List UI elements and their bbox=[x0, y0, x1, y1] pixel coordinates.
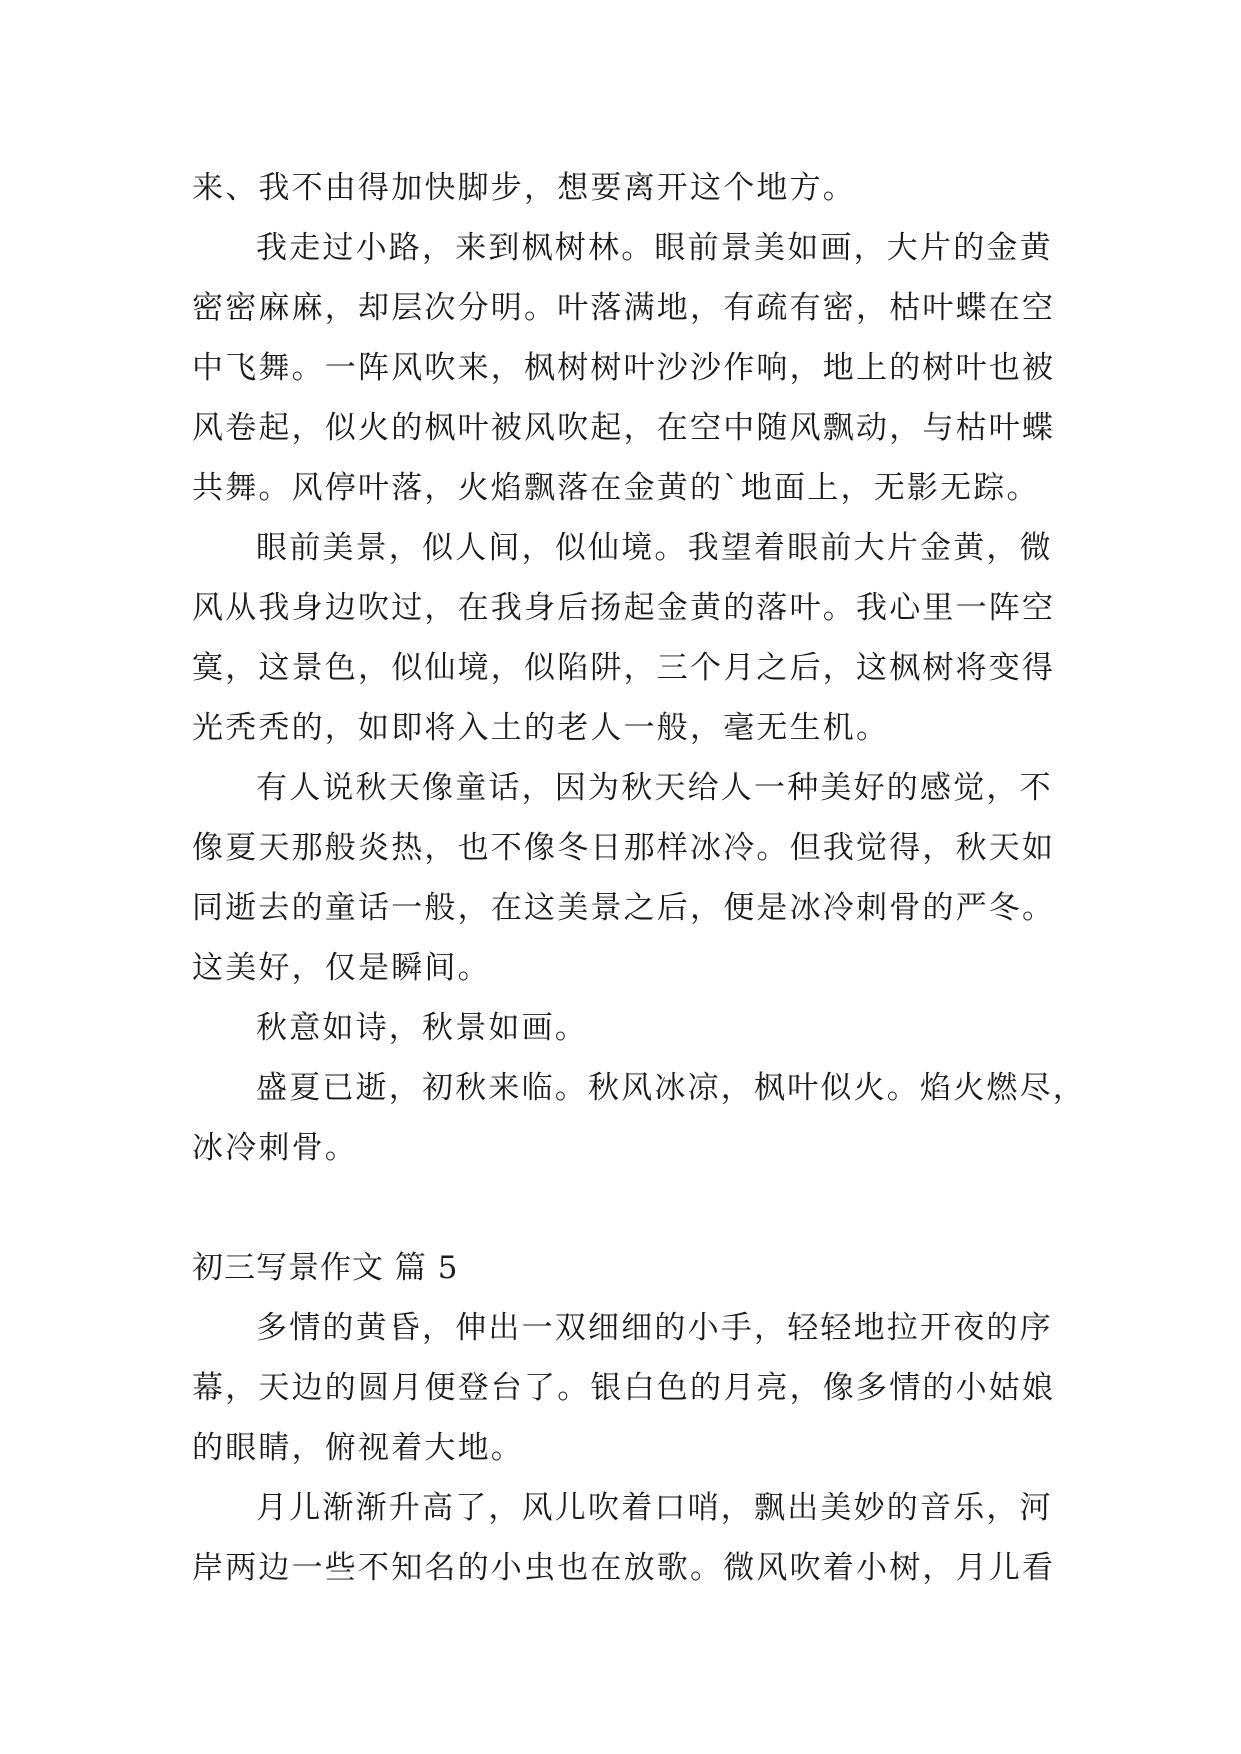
text-line: 寞，这景色，似仙境，似陷阱，三个月之后，这枫树将变得 bbox=[192, 650, 1056, 686]
text-line: 冰冷刺骨。 bbox=[192, 1130, 358, 1166]
text-line: 幕，天边的圆月便登台了。银白色的月亮，像多情的小姑娘 bbox=[192, 1370, 1056, 1406]
text-line: 共舞。风停叶落，火焰飘落在金黄的`地面上，无影无踪。 bbox=[192, 470, 1040, 506]
paragraph-start: 多情的黄昏，伸出一双细细的小手，轻轻地拉开夜的序 bbox=[256, 1310, 1053, 1346]
text-line: 像夏天那般炎热，也不像冬日那样冰冷。但我觉得，秋天如 bbox=[192, 830, 1056, 866]
text-line: 岸两边一些不知名的小虫也在放歌。微风吹着小树，月儿看 bbox=[192, 1550, 1056, 1586]
text-line: 风从我身边吹过，在我身后扬起金黄的落叶。我心里一阵空 bbox=[192, 590, 1056, 626]
text-line: 光秃秃的，如即将入土的老人一般，毫无生机。 bbox=[192, 710, 890, 746]
text-line: 同逝去的童话一般，在这美景之后，便是冰冷刺骨的严冬。 bbox=[192, 890, 1056, 926]
paragraph-start: 盛夏已逝，初秋来临。秋风冰凉，枫叶似火。焰火燃尽， bbox=[256, 1070, 1086, 1106]
text-line: 的眼睛，俯视着大地。 bbox=[192, 1430, 524, 1466]
paragraph-start: 秋意如诗，秋景如画。 bbox=[256, 1010, 588, 1046]
section-heading: 初三写景作文 篇 5 bbox=[192, 1250, 459, 1286]
paragraph-start: 眼前美景，似人间，似仙境。我望着眼前大片金黄，微 bbox=[256, 530, 1053, 566]
text-line: 风卷起，似火的枫叶被风吹起，在空中随风飘动，与枯叶蝶 bbox=[192, 410, 1056, 446]
text-line: 密密麻麻，却层次分明。叶落满地，有疏有密，枯叶蝶在空 bbox=[192, 290, 1056, 326]
text-line: 这美好，仅是瞬间。 bbox=[192, 950, 491, 986]
paragraph-start: 月儿渐渐升高了，风儿吹着口哨，飘出美妙的音乐，河 bbox=[256, 1490, 1053, 1526]
paragraph-start: 我走过小路，来到枫树林。眼前景美如画，大片的金黄 bbox=[256, 230, 1053, 266]
text-line: 来、我不由得加快脚步，想要离开这个地方。 bbox=[192, 170, 856, 206]
paragraph-start: 有人说秋天像童话，因为秋天给人一种美好的感觉，不 bbox=[256, 770, 1053, 806]
text-line: 中飞舞。一阵风吹来，枫树树叶沙沙作响，地上的树叶也被 bbox=[192, 350, 1056, 386]
